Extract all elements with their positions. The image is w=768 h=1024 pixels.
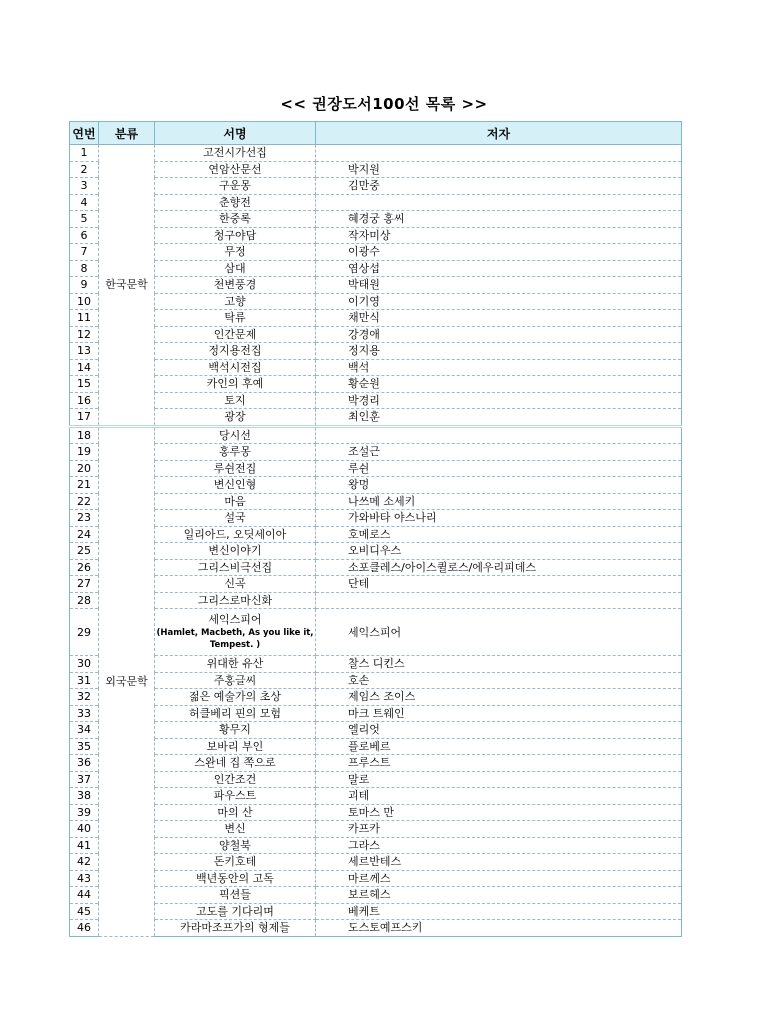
book-author: 왕멍 <box>316 477 682 494</box>
book-author: 작자미상 <box>316 227 682 244</box>
book-author: 김만중 <box>316 178 682 195</box>
book-title: 당시선 <box>155 426 316 444</box>
row-number: 45 <box>70 903 99 920</box>
row-number: 3 <box>70 178 99 195</box>
book-title: 허클베리 핀의 모험 <box>155 705 316 722</box>
book-title: 루쉰전집 <box>155 460 316 477</box>
book-title <box>155 609 316 656</box>
table-row <box>70 477 682 494</box>
table-row <box>70 260 682 277</box>
book-author: 마크 트웨인 <box>316 705 682 722</box>
book-author: 나쓰메 소세키 <box>316 493 682 510</box>
table-row <box>70 722 682 739</box>
header-title: 서명 <box>155 122 316 145</box>
book-title: 무정 <box>155 244 316 261</box>
book-title: 돈키호테 <box>155 854 316 871</box>
row-number: 35 <box>70 738 99 755</box>
category-cell: 외국문학 <box>99 426 155 936</box>
book-title: 변신인형 <box>155 477 316 494</box>
book-list-table <box>69 121 682 937</box>
table-row <box>70 392 682 409</box>
book-author: 염상섭 <box>316 260 682 277</box>
book-title: 주홍글씨 <box>155 672 316 689</box>
table-row <box>70 244 682 261</box>
table-row <box>70 672 682 689</box>
book-author <box>316 592 682 609</box>
book-title: 그리스로마신화 <box>155 592 316 609</box>
table-row <box>70 689 682 706</box>
table-row <box>70 510 682 527</box>
book-title: 카인의 후예 <box>155 376 316 393</box>
row-number: 11 <box>70 310 99 327</box>
row-number: 42 <box>70 854 99 871</box>
book-author: 도스토예프스키 <box>316 920 682 937</box>
page-title: << 권장도서100선 목록 >> <box>280 95 488 113</box>
book-author <box>316 426 682 444</box>
table-row <box>70 821 682 838</box>
book-author: 박지원 <box>316 161 682 178</box>
book-author: 이기영 <box>316 293 682 310</box>
book-author: 강경애 <box>316 326 682 343</box>
row-number: 39 <box>70 804 99 821</box>
book-title: 황무지 <box>155 722 316 739</box>
table-row <box>70 444 682 461</box>
book-title: 홍루몽 <box>155 444 316 461</box>
row-number: 24 <box>70 526 99 543</box>
book-title: 연암산문선 <box>155 161 316 178</box>
row-number: 19 <box>70 444 99 461</box>
book-title: 양철북 <box>155 837 316 854</box>
row-number: 10 <box>70 293 99 310</box>
table-row <box>70 705 682 722</box>
row-number: 18 <box>70 426 99 444</box>
table-row <box>70 804 682 821</box>
table-row <box>70 326 682 343</box>
row-number: 31 <box>70 672 99 689</box>
table-row <box>70 211 682 228</box>
row-number: 44 <box>70 887 99 904</box>
row-number: 36 <box>70 755 99 772</box>
table-row <box>70 376 682 393</box>
book-author: 소포클레스/아이스퀼로스/에우리피데스 <box>316 559 682 576</box>
book-author: 베케트 <box>316 903 682 920</box>
table-row <box>70 837 682 854</box>
row-number: 27 <box>70 576 99 593</box>
table-row <box>70 592 682 609</box>
book-title: 인간문제 <box>155 326 316 343</box>
book-author: 보르헤스 <box>316 887 682 904</box>
row-number: 23 <box>70 510 99 527</box>
book-title: 삼대 <box>155 260 316 277</box>
row-number: 21 <box>70 477 99 494</box>
book-title: 구운몽 <box>155 178 316 195</box>
table-row <box>70 359 682 376</box>
table-row <box>70 227 682 244</box>
row-number: 41 <box>70 837 99 854</box>
book-author: 카프카 <box>316 821 682 838</box>
book-author: 세르반테스 <box>316 854 682 871</box>
table-row <box>70 543 682 560</box>
book-title: 고도를 기다리며 <box>155 903 316 920</box>
row-number: 12 <box>70 326 99 343</box>
book-author: 박태원 <box>316 277 682 294</box>
book-author: 찰스 디킨스 <box>316 656 682 673</box>
table-row <box>70 178 682 195</box>
table-row <box>70 426 682 444</box>
row-number: 14 <box>70 359 99 376</box>
row-number: 37 <box>70 771 99 788</box>
table-row <box>70 409 682 427</box>
book-title: 백석시전집 <box>155 359 316 376</box>
book-title: 스완네 집 쪽으로 <box>155 755 316 772</box>
table-row <box>70 194 682 211</box>
table-row <box>70 460 682 477</box>
row-number: 33 <box>70 705 99 722</box>
header-author: 저자 <box>316 122 682 145</box>
book-title: 일리아드, 오딧세이아 <box>155 526 316 543</box>
book-author: 괴테 <box>316 788 682 805</box>
book-author: 혜경궁 홍씨 <box>316 211 682 228</box>
book-title: 탁류 <box>155 310 316 327</box>
book-title: 픽션들 <box>155 887 316 904</box>
row-number: 20 <box>70 460 99 477</box>
table-row <box>70 559 682 576</box>
row-number: 17 <box>70 409 99 427</box>
book-author <box>316 145 682 162</box>
header-row <box>70 122 682 145</box>
book-title: 정지용전집 <box>155 343 316 360</box>
row-number: 34 <box>70 722 99 739</box>
table-row <box>70 277 682 294</box>
book-author: 말로 <box>316 771 682 788</box>
book-author: 마르께스 <box>316 870 682 887</box>
table-row <box>70 903 682 920</box>
table-row <box>70 920 682 937</box>
book-author: 세익스피어 <box>316 609 682 656</box>
book-title-subtitle: (Hamlet, Macbeth, As you like it, Tempest. ) <box>156 628 314 650</box>
book-author: 최인훈 <box>316 409 682 427</box>
book-title: 광장 <box>155 409 316 427</box>
book-title: 위대한 유산 <box>155 656 316 673</box>
book-author: 프루스트 <box>316 755 682 772</box>
table-row <box>70 854 682 871</box>
table-body <box>70 145 682 937</box>
book-title-main: 세익스피어 <box>208 613 262 626</box>
row-number: 6 <box>70 227 99 244</box>
table-row <box>70 609 682 656</box>
row-number: 1 <box>70 145 99 162</box>
book-author: 단테 <box>316 576 682 593</box>
book-title: 마음 <box>155 493 316 510</box>
book-title: 젊은 예술가의 초상 <box>155 689 316 706</box>
table-row <box>70 887 682 904</box>
book-title: 고전시가선집 <box>155 145 316 162</box>
book-title: 춘향전 <box>155 194 316 211</box>
row-number: 22 <box>70 493 99 510</box>
book-author <box>316 194 682 211</box>
row-number: 15 <box>70 376 99 393</box>
row-number: 30 <box>70 656 99 673</box>
book-title: 보바리 부인 <box>155 738 316 755</box>
row-number: 4 <box>70 194 99 211</box>
row-number: 38 <box>70 788 99 805</box>
book-author: 루쉰 <box>316 460 682 477</box>
row-number: 26 <box>70 559 99 576</box>
row-number: 40 <box>70 821 99 838</box>
table-row <box>70 526 682 543</box>
category-cell: 한국문학 <box>99 145 155 427</box>
row-number: 9 <box>70 277 99 294</box>
table-row <box>70 293 682 310</box>
book-author: 토마스 만 <box>316 804 682 821</box>
table-row <box>70 870 682 887</box>
table-row <box>70 755 682 772</box>
table-row <box>70 738 682 755</box>
book-title: 변신 <box>155 821 316 838</box>
table-row <box>70 788 682 805</box>
book-author: 플로베르 <box>316 738 682 755</box>
book-author: 정지용 <box>316 343 682 360</box>
table-row <box>70 343 682 360</box>
row-number: 29 <box>70 609 99 656</box>
book-author: 백석 <box>316 359 682 376</box>
book-title: 천변풍경 <box>155 277 316 294</box>
book-title: 인간조건 <box>155 771 316 788</box>
table-row <box>70 493 682 510</box>
book-title: 신곡 <box>155 576 316 593</box>
row-number: 28 <box>70 592 99 609</box>
book-author: 그라스 <box>316 837 682 854</box>
row-number: 5 <box>70 211 99 228</box>
table-row <box>70 576 682 593</box>
book-author: 제임스 조이스 <box>316 689 682 706</box>
book-title: 카라마조프가의 형제들 <box>155 920 316 937</box>
book-author: 조설근 <box>316 444 682 461</box>
row-number: 43 <box>70 870 99 887</box>
table-row <box>70 656 682 673</box>
book-author: 호손 <box>316 672 682 689</box>
book-author: 이광수 <box>316 244 682 261</box>
book-title: 변신이야기 <box>155 543 316 560</box>
book-title: 한중록 <box>155 211 316 228</box>
book-author: 황순원 <box>316 376 682 393</box>
book-title: 토지 <box>155 392 316 409</box>
table-row <box>70 310 682 327</box>
row-number: 32 <box>70 689 99 706</box>
book-title: 청구야담 <box>155 227 316 244</box>
book-author: 엘리엇 <box>316 722 682 739</box>
row-number: 7 <box>70 244 99 261</box>
book-author: 가와바타 야스나리 <box>316 510 682 527</box>
row-number: 8 <box>70 260 99 277</box>
table-row <box>70 161 682 178</box>
row-number: 13 <box>70 343 99 360</box>
row-number: 16 <box>70 392 99 409</box>
book-title: 파우스트 <box>155 788 316 805</box>
book-author: 채만식 <box>316 310 682 327</box>
book-title: 그리스비극선집 <box>155 559 316 576</box>
book-author: 호메로스 <box>316 526 682 543</box>
table-row <box>70 145 682 162</box>
book-title: 백년동안의 고독 <box>155 870 316 887</box>
book-title: 고향 <box>155 293 316 310</box>
row-number: 2 <box>70 161 99 178</box>
book-title: 설국 <box>155 510 316 527</box>
row-number: 46 <box>70 920 99 937</box>
book-author: 오비디우스 <box>316 543 682 560</box>
row-number: 25 <box>70 543 99 560</box>
book-title: 마의 산 <box>155 804 316 821</box>
header-num: 연번 <box>70 122 99 145</box>
table-row <box>70 771 682 788</box>
header-category: 분류 <box>99 122 155 145</box>
book-author: 박경리 <box>316 392 682 409</box>
